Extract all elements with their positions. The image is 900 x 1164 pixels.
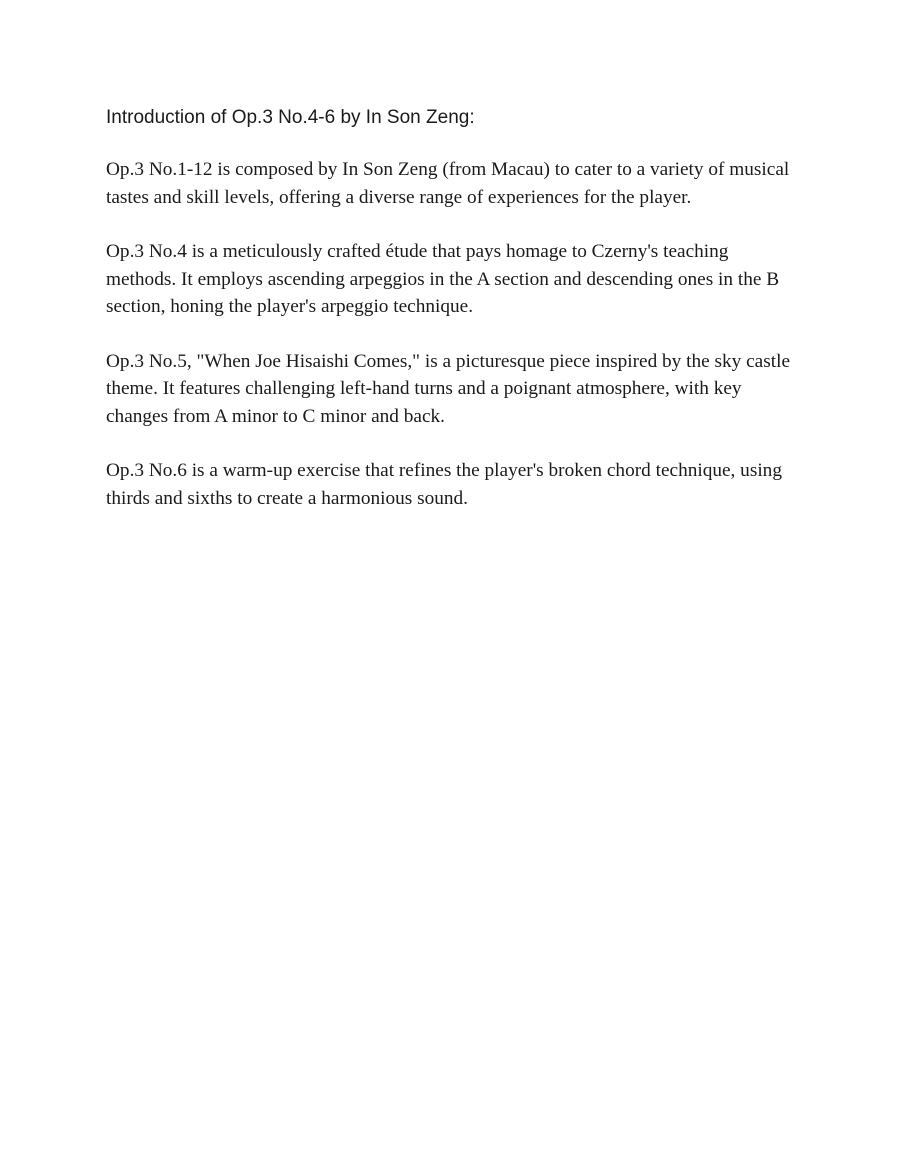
paragraph-no6: Op.3 No.6 is a warm-up exercise that refines the player's broken chord technique, using thirds and sixths to create a harmonious sound. [106, 460, 782, 509]
document-body [106, 104, 796, 539]
paragraph-no5: Op.3 No.5, "When Joe Hisaishi Comes," is a picturesque piece inspired by the sky castle theme. It features challenging left-hand turns and a poignant atmosphere, with key changes from A minor to C minor and back. [106, 350, 791, 427]
paragraph-series-overview: Op.3 No.1-12 is composed by In Son Zeng (from Macau) to cater to a variety of musical tastes and skill levels, offering a diverse range of experiences for the player. [106, 159, 790, 208]
paragraph-no4: Op.3 No.4 is a meticulously crafted étude that pays homage to Czerny's teaching methods. It employs ascending arpeggios in the A section and descending ones in the B section, honing the player's arpeggio technique. [106, 241, 780, 317]
document-title: Introduction of Op.3 No.4-6 by In Son Zeng: [106, 107, 475, 128]
